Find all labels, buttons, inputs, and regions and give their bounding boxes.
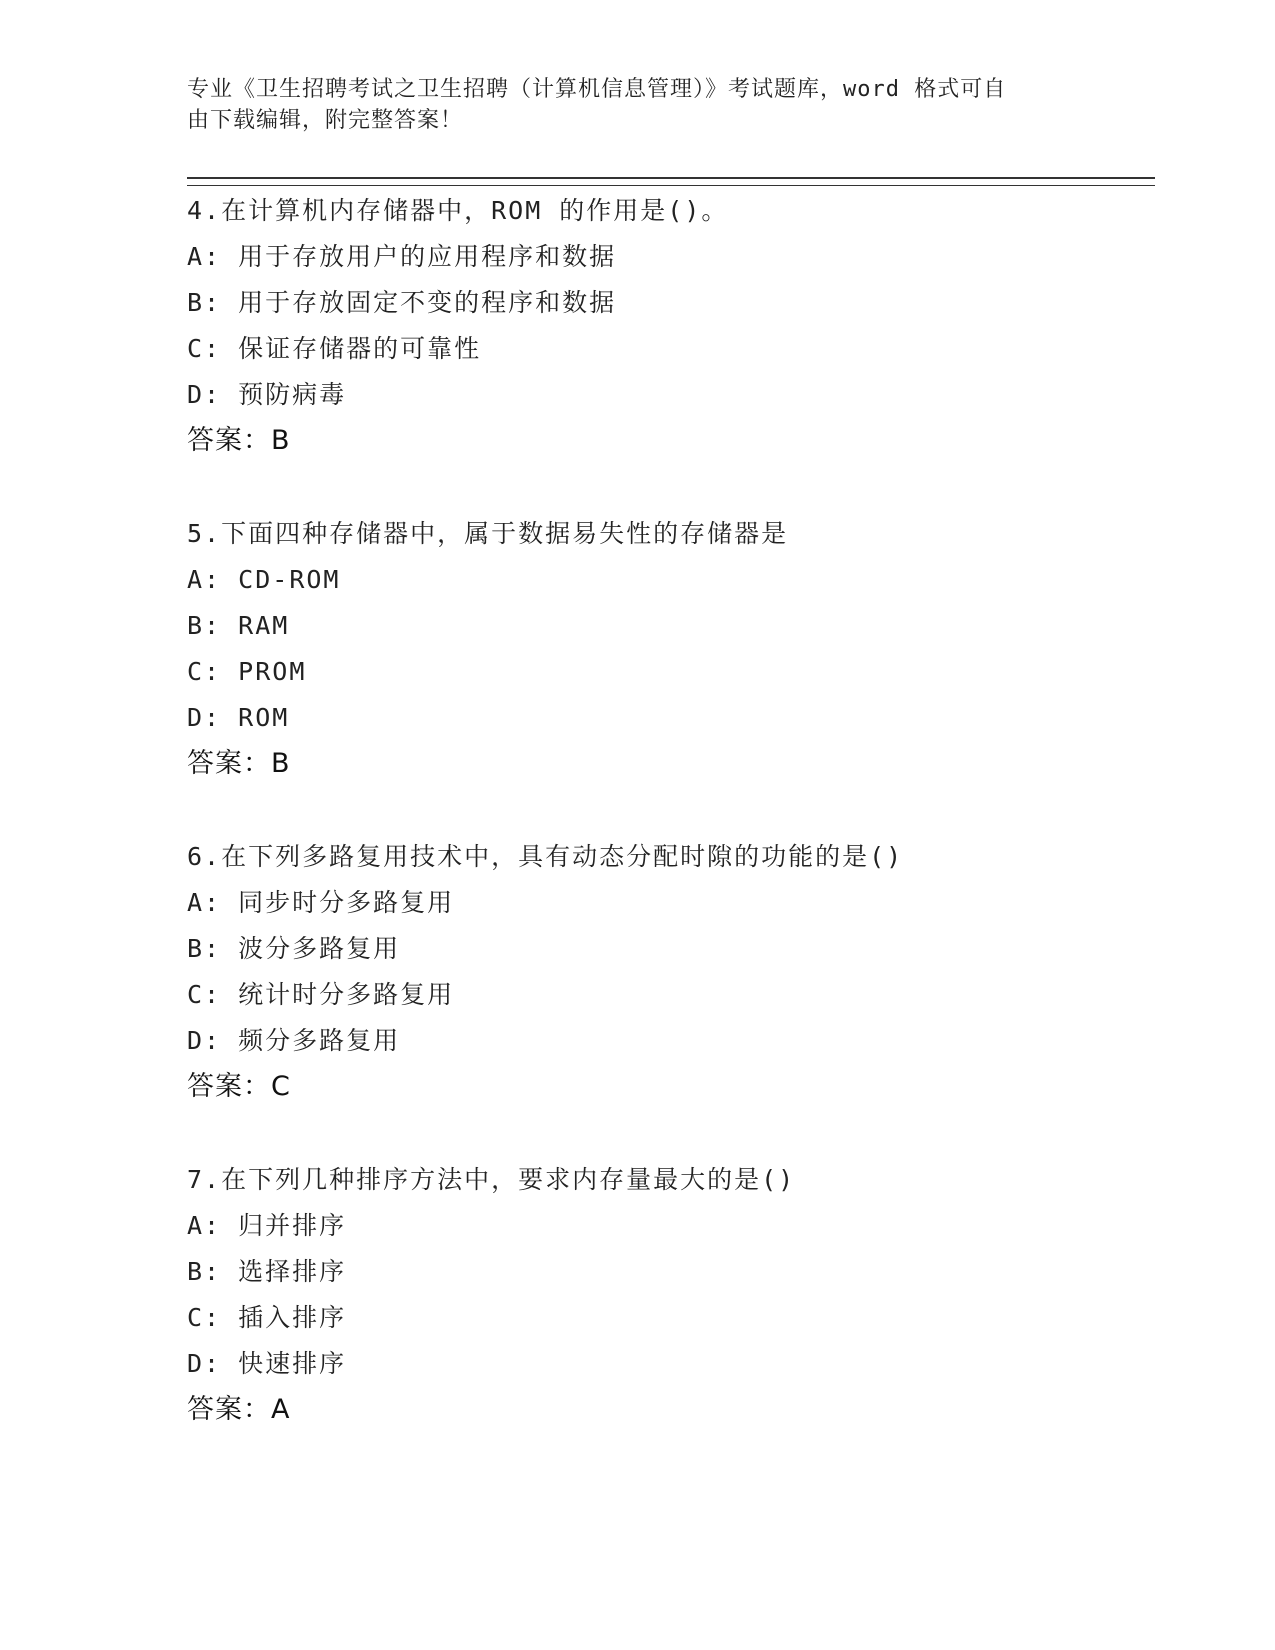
option-b bbox=[187, 603, 1167, 649]
answer-line: 答案：B bbox=[187, 425, 291, 456]
option-a bbox=[187, 1203, 1167, 1249]
option-key: D: bbox=[187, 1026, 222, 1055]
option-text: 用于存放用户的应用程序和数据 bbox=[238, 242, 617, 271]
option-key: A: bbox=[187, 1211, 222, 1240]
answer-line: 答案：A bbox=[187, 1394, 291, 1425]
option-text: 预防病毒 bbox=[238, 380, 347, 409]
question-stem: 4.在计算机内存储器中，ROM 的作用是()。 bbox=[187, 196, 729, 225]
option-key: C: bbox=[187, 657, 222, 686]
option-key: C: bbox=[187, 1303, 222, 1332]
option-key: A: bbox=[187, 565, 222, 594]
option-d bbox=[187, 372, 1167, 418]
question-7 bbox=[187, 1157, 1167, 1433]
option-a bbox=[187, 234, 1167, 280]
question-stem: 5.下面四种存储器中，属于数据易失性的存储器是 bbox=[187, 519, 789, 548]
option-key: A: bbox=[187, 242, 222, 271]
option-b bbox=[187, 280, 1167, 326]
option-text: 归并排序 bbox=[238, 1211, 347, 1240]
option-b bbox=[187, 1249, 1167, 1295]
question-stem: 7.在下列几种排序方法中，要求内存量最大的是() bbox=[187, 1165, 796, 1194]
answer-line: 答案：C bbox=[187, 1071, 291, 1102]
option-text: 插入排序 bbox=[238, 1303, 347, 1332]
option-d bbox=[187, 695, 1167, 741]
option-key: C: bbox=[187, 334, 222, 363]
document-header bbox=[187, 74, 1067, 136]
option-key: B: bbox=[187, 288, 222, 317]
option-text: 保证存储器的可靠性 bbox=[238, 334, 482, 363]
option-c bbox=[187, 649, 1167, 695]
question-6 bbox=[187, 834, 1167, 1110]
option-key: B: bbox=[187, 934, 222, 963]
header-divider bbox=[187, 177, 1155, 186]
option-c bbox=[187, 326, 1167, 372]
answer-line: 答案：B bbox=[187, 748, 291, 779]
option-key: D: bbox=[187, 380, 222, 409]
option-key: D: bbox=[187, 703, 222, 732]
option-text: ROM bbox=[238, 703, 290, 732]
option-text: 选择排序 bbox=[238, 1257, 347, 1286]
option-key: B: bbox=[187, 611, 222, 640]
option-a bbox=[187, 557, 1167, 603]
option-c bbox=[187, 972, 1167, 1018]
option-key: C: bbox=[187, 980, 222, 1009]
question-list bbox=[187, 188, 1167, 1480]
option-text: PROM bbox=[238, 657, 307, 686]
option-key: A: bbox=[187, 888, 222, 917]
option-key: D: bbox=[187, 1349, 222, 1378]
option-c bbox=[187, 1295, 1167, 1341]
option-key: B: bbox=[187, 1257, 222, 1286]
question-stem: 6.在下列多路复用技术中，具有动态分配时隙的功能的是() bbox=[187, 842, 904, 871]
option-text: 频分多路复用 bbox=[238, 1026, 401, 1055]
header-line-1: 专业《卫生招聘考试之卫生招聘（计算机信息管理）》考试题库，word 格式可自 bbox=[187, 77, 1007, 102]
header-line-2: 由下载编辑，附完整答案！ bbox=[187, 108, 464, 133]
question-4 bbox=[187, 188, 1167, 464]
option-a bbox=[187, 880, 1167, 926]
option-d bbox=[187, 1341, 1167, 1387]
option-text: CD-ROM bbox=[238, 565, 341, 594]
option-text: 同步时分多路复用 bbox=[238, 888, 455, 917]
question-5 bbox=[187, 511, 1167, 787]
option-text: RAM bbox=[238, 611, 290, 640]
option-text: 波分多路复用 bbox=[238, 934, 401, 963]
option-text: 快速排序 bbox=[238, 1349, 347, 1378]
option-d bbox=[187, 1018, 1167, 1064]
option-b bbox=[187, 926, 1167, 972]
option-text: 用于存放固定不变的程序和数据 bbox=[238, 288, 617, 317]
option-text: 统计时分多路复用 bbox=[238, 980, 455, 1009]
